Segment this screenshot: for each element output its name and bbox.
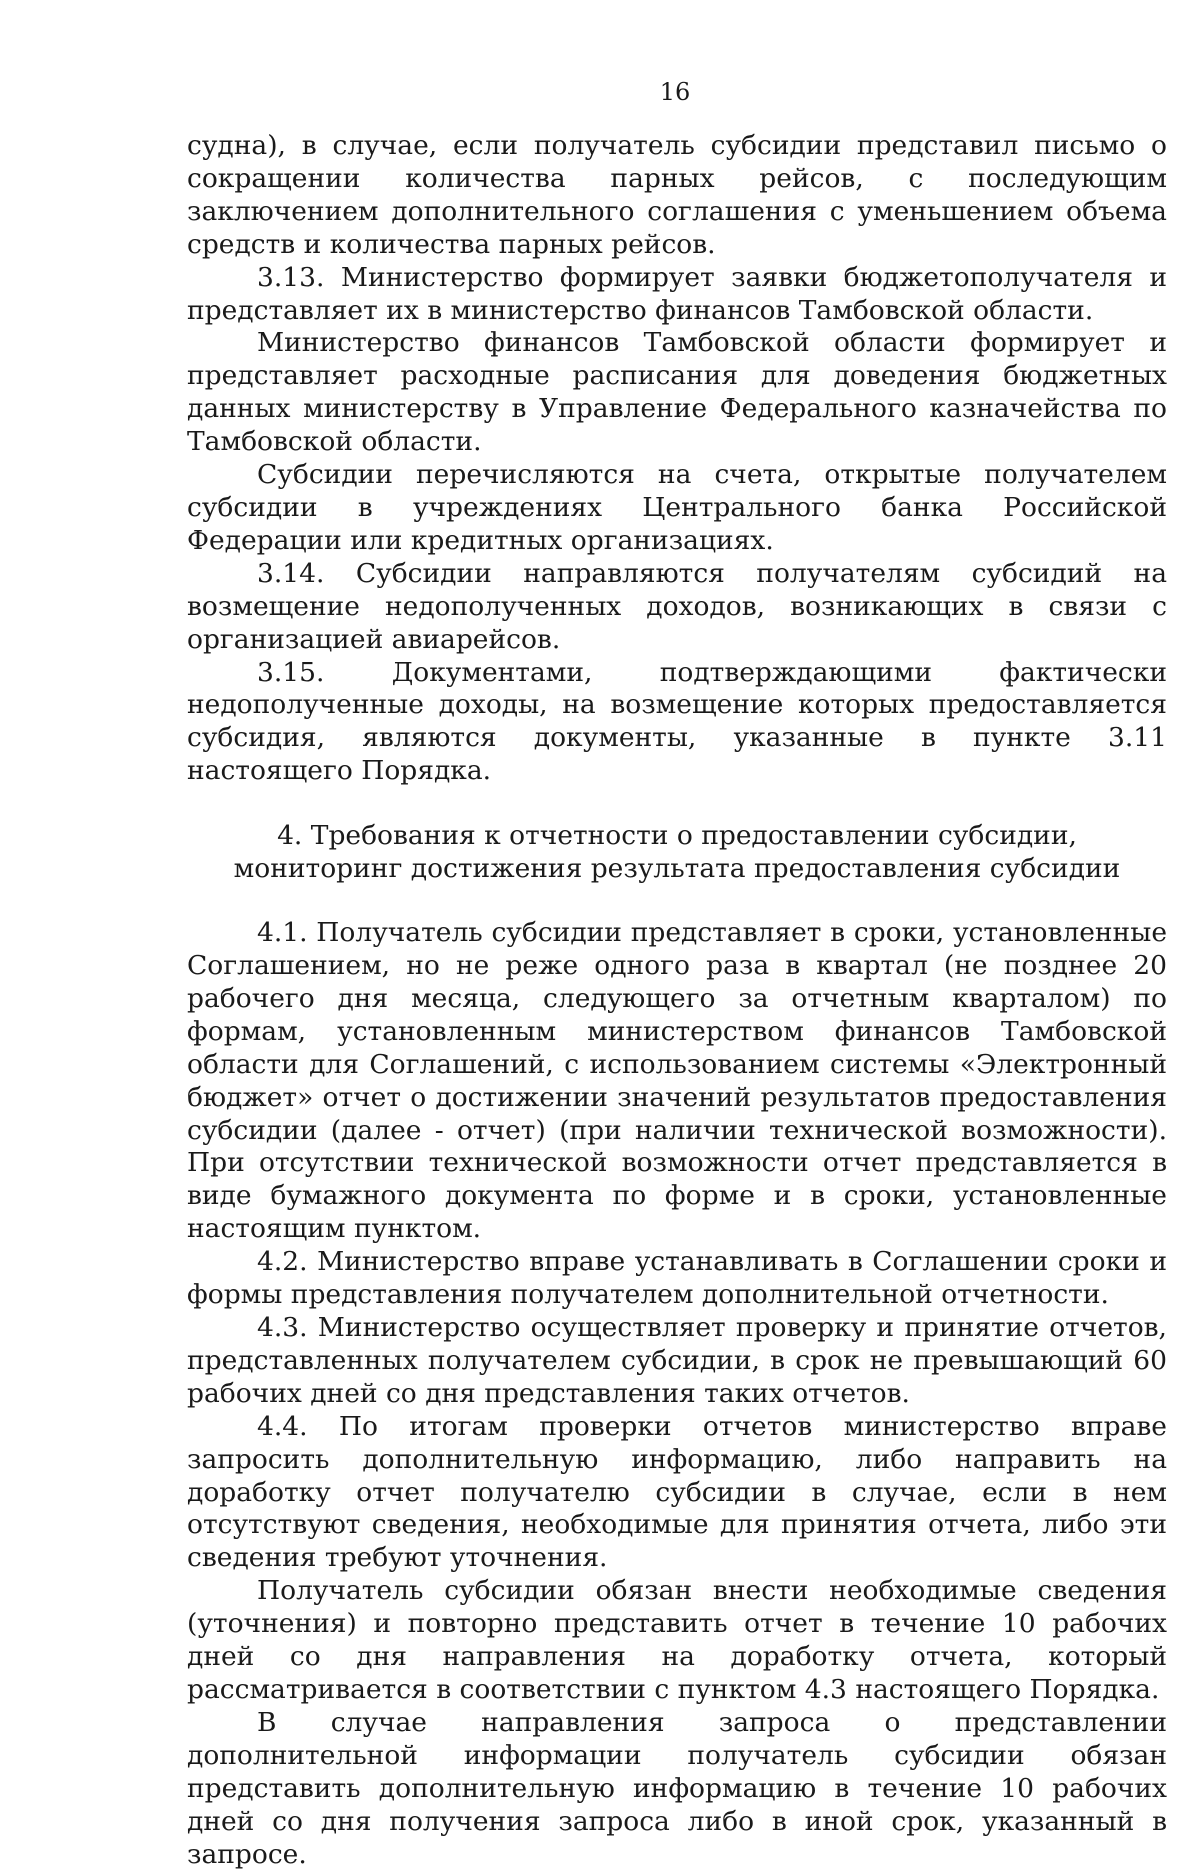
paragraph-3-15: 3.15. Документами, подтверждающими фактически недополученные доходы, на возмещение которых предоставляется субсидия, являются документы, указанные в пункте 3.11 настоящего Порядка. [187, 656, 1167, 787]
paragraph-4-3: 4.3. Министерство осуществляет проверку и принятие отчетов, представленных получателем субсидии, в срок не превышающий 60 рабочих дней со дня представления таких отчетов. [187, 1312, 1167, 1409]
paragraph-additional-info: В случае направления запроса о представлении дополнительной информации получатель субсидии обязан представить дополнительную информацию в течение 10 рабочих дней со дня получения запроса либо в иной срок, указанный в запросе. [187, 1706, 1167, 1870]
section-4-heading [187, 820, 1167, 885]
document-body [187, 130, 1167, 1871]
paragraph-resubmission: Получатель субсидии обязан внести необходимые сведения (уточнения) и повторно представить отчет в течение 10 рабочих дней со дня направления на доработку отчета, который рассматривается в соответствии с пунктом 4.3 настоящего Порядка. [187, 1575, 1167, 1705]
paragraph-4-1: 4.1. Получатель субсидии представляет в сроки, установленные Соглашением, но не реже одного раза в квартал (не позднее 20 рабочего дня месяца, следующего за отчетным кварталом) по формам, установленным министерством финансов Тамбовской области для Соглашений, с использованием системы «Электронный бюджет» отчет о достижении значений результатов предоставления субсидии (далее - отчет) (при наличии технической возможности). При отсутствии технической возможности отчет представляется в виде бумажного документа по форме и в сроки, установленные настоящим пунктом. [187, 917, 1167, 1245]
paragraph-finance-ministry: Министерство финансов Тамбовской области формирует и представляет расходные расписания для доведения бюджетных данных министерству в Управление Федерального казначейства по Тамбовской области. [187, 327, 1167, 458]
paragraph-continuation: судна), в случае, если получатель субсидии представил письмо о сокращении количества парных рейсов, с последующим заключением дополнительного соглашения с уменьшением объема средств и количества парных рейсов. [187, 130, 1167, 260]
section-4-heading-line-1: 4. Требования к отчетности о предоставлении субсидии, [277, 820, 1077, 852]
paragraph-subsidy-transfer: Субсидии перечисляются на счета, открытые получателем субсидии в учреждениях Центрального банка Российской Федерации или кредитных организациях. [187, 459, 1167, 556]
paragraph-3-13: 3.13. Министерство формирует заявки бюджетополучателя и представляет их в министерство финансов Тамбовской области. [187, 261, 1167, 326]
paragraph-4-4: 4.4. По итогам проверки отчетов министерство вправе запросить дополнительную информацию, либо направить на доработку отчет получателю субсидии в случае, если в нем отсутствуют сведения, необходимые для принятия отчета, либо эти сведения требуют уточнения. [187, 1410, 1167, 1574]
page-number: 16 [659, 78, 691, 106]
section-4-heading-line-2: мониторинг достижения результата предоставления субсидии [233, 852, 1121, 884]
paragraph-4-2: 4.2. Министерство вправе устанавливать в Соглашении сроки и формы представления получателем дополнительной отчетности. [187, 1246, 1167, 1311]
paragraph-3-14: 3.14. Субсидии направляются получателям субсидий на возмещение недополученных доходов, возникающих в связи с организацией авиарейсов. [187, 557, 1167, 655]
